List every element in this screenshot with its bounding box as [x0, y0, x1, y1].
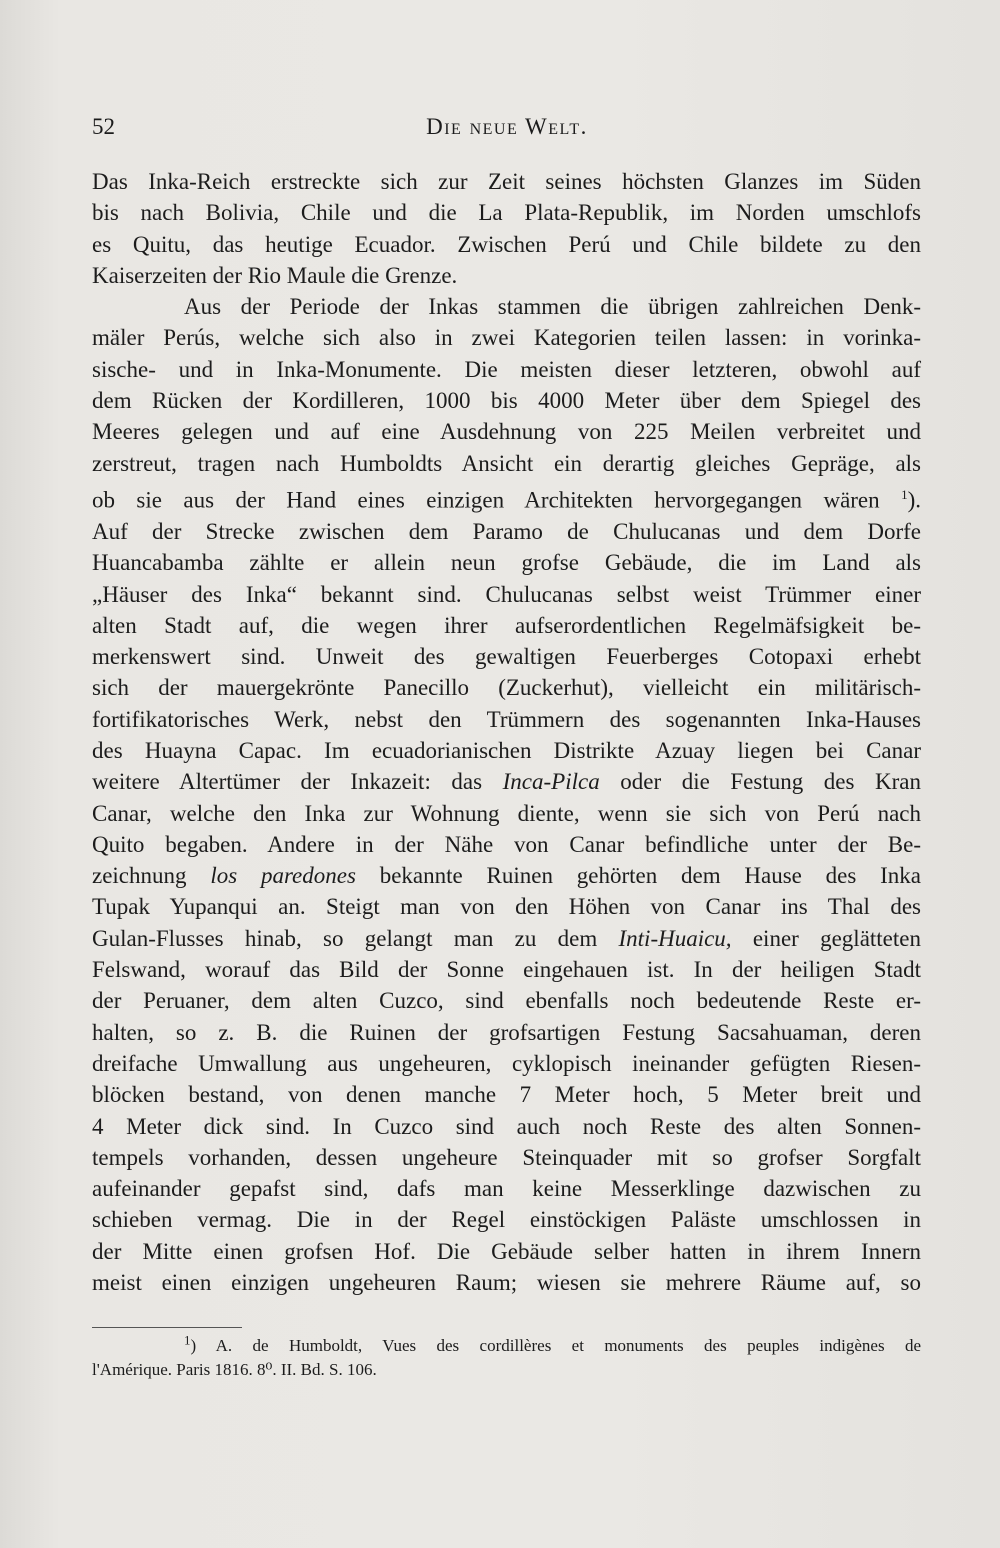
text-line: aufeinander gepafst sind, dafs man keine Messerklinge dazwischen zu — [92, 1176, 921, 1202]
text-line: merkenswert sind. Unweit des gewaltigen Feuerberges Cotopaxi erhebt — [92, 644, 921, 670]
text-line: Kaiserzeiten der Rio Maule die Grenze. — [92, 262, 458, 288]
italic-term: los paredones — [210, 863, 356, 889]
text-line: Canar, welche den Inka zur Wohnung diente, wenn sie sich von Perú nach — [92, 800, 921, 826]
text-line: alten Stadt auf, die wegen ihrer aufserordentlichen Regelmäfsigkeit be- — [92, 612, 921, 638]
footnote-marker: 1 — [184, 1332, 191, 1347]
text-segment: ob sie aus der Hand eines einzigen Architekten hervorgegangen wären — [92, 487, 880, 513]
text-line: der Peruaner, dem alten Cuzco, sind ebenfalls noch bedeutende Reste er- — [92, 988, 921, 1014]
text-line: Meeres gelegen und auf eine Ausdehnung von 225 Meilen verbreitet und — [92, 419, 921, 445]
footnote — [92, 1328, 921, 1382]
text-line — [92, 479, 921, 516]
text-line — [184, 1332, 921, 1355]
text-line: Felswand, worauf das Bild der Sonne eingehauen ist. In der heiligen Stadt — [92, 957, 921, 983]
text-line: sich der mauergekrönte Panecillo (Zuckerhut), vielleicht ein militärisch- — [92, 675, 921, 701]
footnote-reference: 1 — [901, 486, 908, 502]
main-text — [92, 166, 921, 1298]
text-segment: weitere Altertümer der Inkazeit: das — [92, 769, 503, 795]
page-number: 52 — [92, 114, 115, 139]
text-line: fortifikatorisches Werk, nebst den Trümmern des sogenannten Inka-Hauses — [92, 706, 921, 732]
text-line: Das Inka-Reich erstreckte sich zur Zeit seines höchsten Glanzes im Süden — [92, 169, 921, 194]
text-line: halten, so z. B. die Ruinen der grofsartigen Festung Sacsahuaman, deren — [92, 1019, 921, 1045]
text-line: Huancabamba zählte er allein neun grofse Gebäude, die im Land als — [92, 550, 921, 576]
text-line: der Mitte einen grofsen Hof. Die Gebäude selber hatten in ihrem Innern — [92, 1238, 921, 1264]
running-title: Die neue Welt. — [426, 114, 588, 139]
paragraph-2 — [92, 291, 921, 322]
footnote-line-2 — [92, 1358, 921, 1382]
text-line: zerstreut, tragen nach Humboldts Ansicht ein derartig gleiches Gepräge, als — [92, 450, 921, 476]
text-line: es Quitu, das heutige Ecuador. Zwischen Perú und Chile bildete zu den — [92, 231, 921, 257]
text-line: dreifache Umwallung aus ungeheuren, cyklopisch ineinander gefügten Riesen- — [92, 1050, 921, 1076]
text-line: schieben vermag. Die in der Regel einstöckigen Paläste umschlossen in — [92, 1207, 921, 1233]
text-line: mäler Perús, welche sich also in zwei Kategorien teilen lassen: in vorinka- — [92, 325, 921, 351]
text-segment: ). — [907, 487, 922, 513]
text-line — [92, 923, 921, 954]
text-line: l'Amérique. Paris 1816. 8⁰. II. Bd. S. 106. — [92, 1359, 377, 1379]
paragraph-2-body — [92, 322, 921, 1298]
text-line — [92, 860, 921, 891]
italic-term: Inti-Huaicu, — [618, 925, 732, 951]
text-line: Aus der Periode der Inkas stammen die übrigen zahlreichen Denk- — [184, 294, 921, 320]
text-segment: bekannte Ruinen gehörten dem Hause des Inka — [355, 863, 922, 889]
text-line: meist einen einzigen ungeheuren Raum; wiesen sie mehrere Räume auf, so — [92, 1270, 921, 1296]
text-line: Tupak Yupanqui an. Steigt man von den Höhen von Canar ins Thal des — [92, 894, 921, 920]
text-line: sische- und in Inka-Monumente. Die meisten dieser letzteren, obwohl auf — [92, 356, 921, 382]
text-line: dem Rücken der Kordilleren, 1000 bis 4000 Meter über dem Spiegel des — [92, 388, 921, 414]
italic-term: Inca-Pilca — [502, 769, 600, 795]
text-line: bis nach Bolivia, Chile und die La Plata-Republik, im Norden umschlofs — [92, 200, 921, 226]
text-segment: zeichnung — [92, 863, 211, 889]
text-line: Auf der Strecke zwischen dem Paramo de Chulucanas und dem Dorfe — [92, 518, 921, 544]
running-header — [92, 114, 922, 144]
text-line: des Huayna Capac. Im ecuadorianischen Distrikte Azuay liegen bei Canar — [92, 738, 921, 763]
paragraph-1-end — [92, 260, 921, 291]
text-line — [92, 766, 921, 797]
text-line: tempels vorhanden, dessen ungeheure Steinquader mit so grofser Sorgfalt — [92, 1144, 921, 1170]
text-segment: einer geglätteten — [731, 925, 921, 951]
text-segment: oder die Festung des Kran — [599, 769, 921, 795]
text-line: Quito begaben. Andere in der Nähe von Canar befindliche unter der Be- — [92, 831, 921, 857]
footnote-line-1 — [92, 1328, 921, 1358]
paragraph-1 — [92, 166, 921, 260]
text-line: blöcken bestand, von denen manche 7 Meter hoch, 5 Meter breit und — [92, 1082, 921, 1108]
text-segment: ) A. de Humboldt, Vues des cordillères et monuments des peuples indigènes de — [190, 1335, 921, 1355]
text-line: „Häuser des Inka“ bekannt sind. Chulucanas selbst weist Trümmer einer — [92, 581, 921, 607]
text-segment: Gulan-Flusses hinab, so gelangt man zu dem — [92, 925, 619, 951]
text-line: 4 Meter dick sind. In Cuzco sind auch noch Reste des alten Sonnen- — [92, 1113, 921, 1139]
